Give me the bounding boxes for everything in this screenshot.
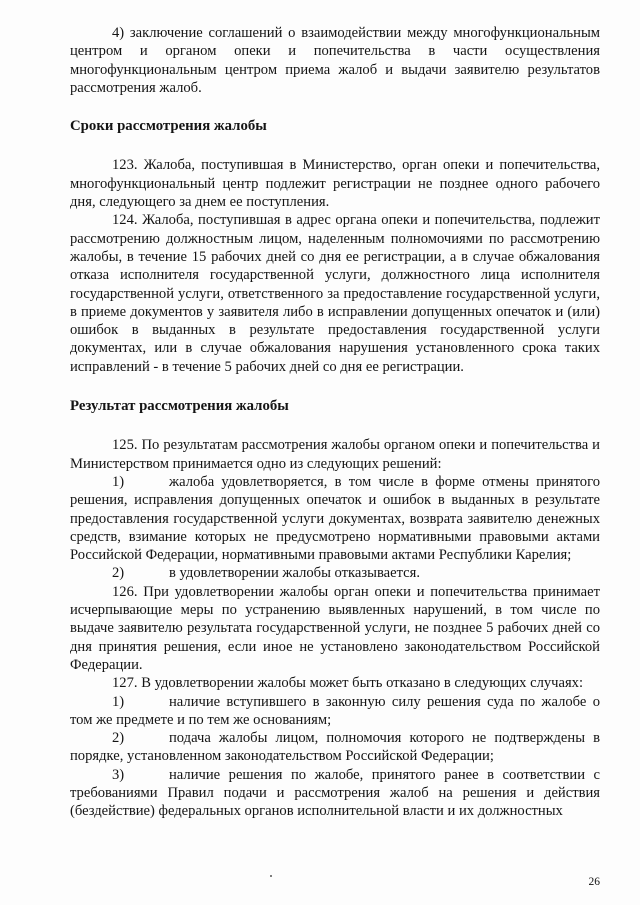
subitem-number: 1)	[112, 473, 125, 490]
paragraph-127-subitem-2	[70, 729, 600, 766]
document-body	[70, 24, 600, 821]
subitem-text: подача жалобы лицом, полномочия которого не подтверждены в порядке, установленном законодательством Российской Федерации;	[70, 730, 600, 765]
subitem-number: 3)	[112, 766, 125, 783]
paragraph-124: 124. Жалоба, поступившая в адрес органа опеки и попечительства, подлежит рассмотрению должностным лицом, наделенным полномочиями по рассмотрению жалобы, в течение 15 рабочих дней со дня ее регистрации, а в случае обжалования отказа исполнителя государственной услуги, должностного лица исполнителя государственной услуги, ответственного за предоставление государственной услуги, в приеме документов у заявителя либо в исправлении допущенных опечаток и (или) ошибок в выданных в результате предоставления государственной услуги документах, или в случае обжалования нарушения установленного срока таких исправлений - в течение 5 рабочих дней со дня ее регистрации.	[70, 212, 600, 375]
subitem-number: 2)	[112, 565, 125, 582]
paragraph-125: 125. По результатам рассмотрения жалобы органом опеки и попечительства и Министерством принимается одно из следующих решений:	[70, 437, 600, 472]
subitem-text: жалоба удовлетворяется, в том числе в форме отмены принятого решения, исправления допущенных опечаток и ошибок в выданных в результате предоставления государственной услуги документах, возврата заявителю денежных средств, взимание которых не предусмотрено нормативными правовыми актами Российской Федерации, нормативными правовыми актами Республики Карелия;	[70, 473, 600, 564]
subitem-number: 2)	[112, 730, 125, 747]
page-number: 26	[588, 876, 600, 888]
paragraph-126: 126. При удовлетворении жалобы орган опеки и попечительства принимает исчерпывающие меры по устранению выявленных нарушений, в том числе по выдаче заявителю результата государственной услуги, не позднее 5 рабочих дней со дня принятия решения, если иное не установлено законодательством Российской Федерации.	[70, 583, 600, 673]
subitem-number: 1)	[112, 693, 125, 710]
paragraph-127: 127. В удовлетворении жалобы может быть отказано в следующих случаях:	[112, 675, 584, 692]
subitem-text: в удовлетворении жалобы отказывается.	[169, 565, 421, 582]
paragraph-125-subitem-2	[70, 564, 600, 582]
section-heading-review-result: Результат рассмотрения жалобы	[70, 398, 289, 415]
paragraph-item-4: 4) заключение соглашений о взаимодействии между многофункциональным центром и органом опеки и попечительства в части осуществления многофункциональным центром приема жалоб и выдачи заявителю результатов рассмотрения жалоб.	[70, 25, 600, 96]
paragraph-127-subitem-3	[70, 766, 600, 821]
section-heading-review-terms: Сроки рассмотрения жалобы	[70, 118, 267, 135]
paragraph-127-subitem-1	[70, 693, 600, 730]
subitem-text: наличие вступившего в законную силу решения суда по жалобе о том же предмете и по тем же основаниям;	[70, 693, 600, 728]
paragraph-125-subitem-1	[70, 473, 600, 564]
scan-speck	[270, 875, 272, 877]
paragraph-123: 123. Жалоба, поступившая в Министерство, орган опеки и попечительства, многофункциональный центр подлежит регистрации не позднее одного рабочего дня, следующего за днем ее поступления.	[70, 157, 600, 211]
subitem-text: наличие решения по жалобе, принятого ранее в соответствии с требованиями Правил подачи и рассмотрения жалоб на решения и действия (бездействие) федеральных органов исполнительной власти и их должностных	[70, 766, 600, 820]
